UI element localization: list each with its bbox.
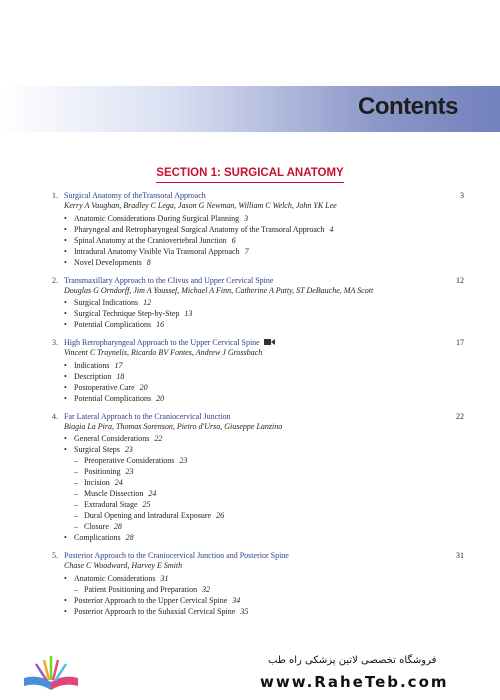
chapter-number: 1. [52, 191, 58, 200]
sub-list-item: – Dural Opening and Intradural Exposure 26 [74, 510, 464, 521]
list-item: • Pharyngeal and Retropharyngeal Surgical Anatomy of the Transoral Approach 4 [64, 224, 464, 235]
chapter-title[interactable]: High Retropharyngeal Approach to the Upper Cervical Spine [52, 337, 464, 348]
list-item: • Intradural Anatomy Visible Via Transoral Approach 7 [64, 246, 464, 257]
table-of-contents [52, 190, 464, 624]
chapter-authors: Douglas G Orndorff, Jim A Youssef, Michael A Finn, Catherine A Patty, ST DeBauche, MA Scott [64, 285, 374, 295]
chapter-page: 22 [456, 411, 464, 421]
list-item: • Potential Complications 16 [64, 319, 464, 330]
chapter-2 [52, 275, 464, 331]
chapter-title[interactable]: Transmaxillary Approach to the Clivus and Upper Cervical Spine [64, 275, 274, 285]
chapter-page: 31 [456, 551, 464, 560]
chapter-page: 17 [456, 338, 464, 347]
footer-watermark [0, 646, 500, 700]
chapter-number: 2. [52, 275, 58, 285]
chapter-authors: Biagia La Pira, Thomas Sorenson, Pietro d'Urso, Giuseppe Lanzino [64, 421, 283, 431]
list-item: • Anatomic Considerations During Surgical Planning 3 [64, 213, 464, 224]
sub-list-item: – Patient Positioning and Preparation 32 [74, 584, 464, 595]
chapter-number: 3. [52, 338, 58, 347]
chapter-5 [52, 550, 464, 617]
list-item: • Surgical Steps 23 – Preoperative Considerations 23 – Positioning 23 – Incision 24 – Muscle Dissection 24 – Extradural Stage 25 – Dural Opening and Intradural Exposure 26 – Closure 28 [64, 444, 464, 532]
sub-list-item: – Extradural Stage 25 [74, 499, 464, 510]
chapter-1 [52, 190, 464, 268]
chapter-number: 5. [52, 551, 58, 560]
sub-list-item: – Muscle Dissection 24 [74, 488, 464, 499]
chapter-authors: Vincent C Traynelis, Ricardo BV Fontes, Andrew J Grossbach [64, 348, 263, 357]
chapter-title[interactable]: Surgical Anatomy of theTransoral Approach [64, 191, 206, 200]
list-item: • General Considerations 22 [64, 433, 464, 444]
list-item: • Surgical Technique Step-by-Step 13 [64, 308, 464, 319]
chapter-authors: Kerry A Vaughan, Bradley C Lega, Jason G Newman, William C Welch, John YK Lee [64, 201, 337, 210]
list-item: • Posterior Approach to the Subaxial Cervical Spine 35 [64, 606, 464, 617]
chapter-title[interactable]: Posterior Approach to the Craniocervical Junction and Posterior Spine [64, 551, 289, 560]
section-heading-text: SECTION 1: SURGICAL ANATOMY [156, 167, 343, 183]
sub-list-item: – Closure 28 [74, 521, 464, 532]
page-title: Contents [358, 93, 458, 120]
chapter-authors: Chase C Woodward, Harvey E Smith [64, 561, 183, 570]
list-item: • Spinal Anatomy at the Craniovertebral Junction 6 [64, 235, 464, 246]
sub-list-item: – Preoperative Considerations 23 [74, 455, 464, 466]
store-url[interactable]: www.RaheTeb.com [260, 673, 449, 691]
list-item: • Anatomic Considerations 31 – Patient Positioning and Preparation 32 [64, 573, 464, 595]
chapter-number: 4. [52, 411, 58, 421]
list-item: • Posterior Approach to the Upper Cervical Spine 34 [64, 595, 464, 606]
chapter-3 [52, 337, 464, 404]
chapter-4 [52, 411, 464, 544]
list-item: • Potential Complications 20 [64, 393, 464, 404]
video-camera-icon [264, 338, 275, 346]
sub-list-item: – Positioning 23 [74, 466, 464, 477]
chapter-title[interactable]: Far Lateral Approach to the Craniocervical Junction [64, 411, 231, 421]
sub-list-item: – Incision 24 [74, 477, 464, 488]
store-name: فروشگاه تخصصی لاتین پزشکی راه طب [268, 655, 437, 666]
section-heading [0, 163, 500, 181]
list-item: • Novel Developments 8 [64, 257, 464, 268]
list-item: • Complications 28 [64, 532, 464, 543]
chapter-page: 12 [456, 275, 464, 285]
list-item: • Indications 17 [64, 360, 464, 371]
list-item: • Surgical Indications 12 [64, 297, 464, 308]
list-item: • Description 18 [64, 371, 464, 382]
book-logo-icon [16, 652, 86, 692]
list-item: • Postoperative Care 20 [64, 382, 464, 393]
chapter-page: 3 [460, 191, 464, 200]
